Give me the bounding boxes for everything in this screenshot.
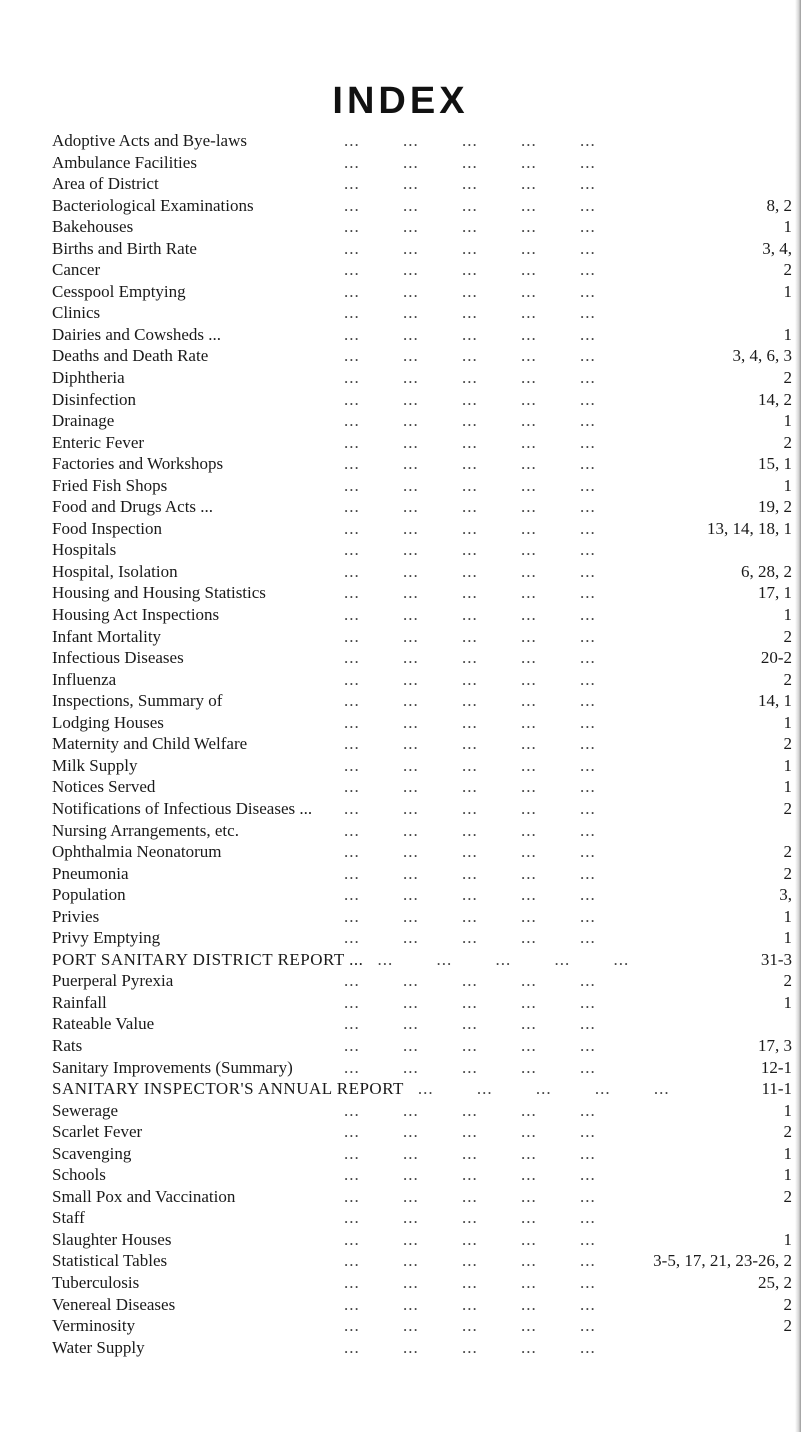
dot-leader: ... ... ... ... ... [344, 605, 596, 625]
index-entry [52, 863, 801, 885]
dot-leader: ... ... ... ... ... [344, 755, 596, 775]
index-entry-pages: 12-1 [760, 1057, 792, 1077]
index-entry [52, 1100, 801, 1122]
index-entry [52, 1078, 801, 1100]
index-entry-pages: 1 [783, 906, 792, 926]
dot-leader: ... ... ... ... ... [344, 411, 596, 431]
index-entry [52, 906, 801, 928]
dot-leader: ... ... ... ... ... [344, 669, 596, 689]
index-entry-pages: 1 [783, 992, 792, 1012]
index-entry [52, 453, 801, 475]
index-entry-label: Housing Act Inspections [52, 605, 220, 625]
index-entry-label: Diphtheria [52, 368, 125, 388]
dot-leader: ... ... ... ... ... [344, 971, 596, 991]
index-entry-label: Deaths and Death Rate [52, 346, 209, 366]
index-entry-pages: 6, 28, 2 [741, 561, 792, 581]
index-entry-pages: 1 [783, 1229, 792, 1249]
index-entry-label: Rainfall [52, 992, 107, 1012]
index-entry [52, 561, 801, 583]
index-entry-label: Drainage [52, 411, 115, 431]
index-entry-label: Milk Supply [52, 755, 138, 775]
index-entry-pages: 1 [783, 605, 792, 625]
dot-leader: ... ... ... ... ... [344, 648, 596, 668]
dot-leader: ... ... ... ... ... [417, 1079, 670, 1099]
dot-leader: ... ... ... ... ... [344, 798, 596, 818]
dot-leader: ... ... ... ... ... [344, 324, 596, 344]
index-entry-pages: 3, 4, [762, 238, 792, 258]
index-entry [52, 820, 801, 842]
index-entry-label: Privies [52, 906, 100, 926]
index-entry-label: Food Inspection [52, 518, 163, 538]
index-entry-label: Bacteriological Examinations [52, 195, 254, 215]
index-entry-label: Dairies and Cowsheds ... [52, 324, 222, 344]
index-entry [52, 1057, 801, 1079]
index-entry [52, 302, 801, 324]
index-entry [52, 496, 801, 518]
index-entry-pages: 2 [783, 1122, 792, 1142]
index-entry-pages: 3, 4, 6, 3 [732, 346, 792, 366]
index-entry-pages: 2 [783, 432, 792, 452]
index-entry-pages: 2 [783, 863, 792, 883]
index-entry-label: Schools [52, 1165, 106, 1185]
dot-leader: ... ... ... ... ... [344, 777, 596, 797]
index-entry-label: Notices Served [52, 777, 156, 797]
dot-leader: ... ... ... ... ... [344, 583, 596, 603]
index-entry-label: Sewerage [52, 1100, 119, 1120]
index-entry-label: Area of District [52, 174, 159, 194]
index-entry [52, 712, 801, 734]
dot-leader: ... ... ... ... ... [344, 820, 596, 840]
index-entry-label: Rateable Value [52, 1014, 155, 1034]
dot-leader: ... ... ... ... ... [344, 195, 596, 215]
index-entry [52, 884, 801, 906]
index-entry-label: Inspections, Summary of [52, 691, 223, 711]
index-entry-pages: 17, 1 [758, 583, 792, 603]
index-entry-pages: 2 [783, 1186, 792, 1206]
index-entry-label: Cancer [52, 260, 101, 280]
index-entry-pages: 1 [783, 1100, 792, 1120]
dot-leader: ... ... ... ... ... [344, 885, 596, 905]
index-entry [52, 518, 801, 540]
index-entry-pages: 1 [783, 1165, 792, 1185]
index-entry-label: Verminosity [52, 1316, 136, 1336]
index-entry-label: Maternity and Child Welfare [52, 734, 248, 754]
dot-leader: ... ... ... ... ... [344, 906, 596, 926]
index-entry [52, 733, 801, 755]
index-entry-label: Notifications of Infectious Diseases ... [52, 798, 313, 818]
index-entry-label: Clinics [52, 303, 101, 323]
index-entry [52, 152, 801, 174]
index-entry-pages: 8, 2 [766, 195, 792, 215]
index-entry [52, 604, 801, 626]
dot-leader: ... ... ... ... ... [344, 303, 596, 323]
dot-leader: ... ... ... ... ... [344, 626, 596, 646]
index-entry [52, 1164, 801, 1186]
dot-leader: ... ... ... ... ... [344, 281, 596, 301]
index-entry-label: PORT SANITARY DISTRICT REPORT ... [52, 949, 364, 969]
index-entry [52, 927, 801, 949]
dot-leader: ... ... ... ... ... [344, 842, 596, 862]
index-entry-label: Slaughter Houses [52, 1229, 172, 1249]
index-entry-label: Staff [52, 1208, 85, 1228]
index-entry-pages: 2 [783, 1316, 792, 1336]
index-entry-pages: 2 [783, 260, 792, 280]
index-entry-pages: 11-1 [761, 1079, 792, 1099]
dot-leader: ... ... ... ... ... [344, 389, 596, 409]
index-entry-label: Ambulance Facilities [52, 152, 197, 172]
index-entry-label: Influenza [52, 669, 117, 689]
index-entry [52, 216, 801, 238]
index-entry-pages: 2 [783, 842, 792, 862]
index-entry-label: Nursing Arrangements, etc. [52, 820, 239, 840]
index-entry-label: Housing and Housing Statistics [52, 583, 266, 603]
index-entry-label: Fried Fish Shops [52, 475, 168, 495]
index-entry [52, 1272, 801, 1294]
index-entry-pages: 1 [783, 475, 792, 495]
index-entry-pages: 2 [783, 626, 792, 646]
index-entry-label: Rats [52, 1035, 83, 1055]
index-entry-label: Population [52, 885, 126, 905]
index-entry-label: Infectious Diseases [52, 648, 184, 668]
index-entry-label: Small Pox and Vaccination [52, 1186, 236, 1206]
dot-leader: ... ... ... ... ... [377, 949, 630, 969]
dot-leader: ... ... ... ... ... [344, 1143, 596, 1163]
page-title: INDEX [332, 80, 469, 122]
index-entry-label: Tuberculosis [52, 1272, 140, 1292]
index-entry-label: Pneumonia [52, 863, 129, 883]
dot-leader: ... ... ... ... ... [344, 174, 596, 194]
index-entry-pages: 2 [783, 669, 792, 689]
index-entry [52, 1315, 801, 1337]
index-entry-label: Lodging Houses [52, 712, 164, 732]
index-entry [52, 475, 801, 497]
index-entry [52, 755, 801, 777]
dot-leader: ... ... ... ... ... [344, 712, 596, 732]
dot-leader: ... ... ... ... ... [344, 238, 596, 258]
dot-leader: ... ... ... ... ... [344, 432, 596, 452]
dot-leader: ... ... ... ... ... [344, 1165, 596, 1185]
index-entry-pages: 1 [783, 712, 792, 732]
index-entry [52, 1207, 801, 1229]
index-entry-pages: 1 [783, 324, 792, 344]
dot-leader: ... ... ... ... ... [344, 734, 596, 754]
dot-leader: ... ... ... ... ... [344, 497, 596, 517]
index-entry [52, 1229, 801, 1251]
dot-leader: ... ... ... ... ... [344, 1100, 596, 1120]
index-entry-pages: 1 [783, 217, 792, 237]
index-entry [52, 626, 801, 648]
dot-leader: ... ... ... ... ... [344, 260, 596, 280]
index-entry-pages: 17, 3 [758, 1035, 792, 1055]
dot-leader: ... ... ... ... ... [344, 152, 596, 172]
index-entry-label: Adoptive Acts and Bye-laws [52, 131, 247, 150]
index-entry-label: Water Supply [52, 1337, 145, 1357]
dot-leader: ... ... ... ... ... [344, 540, 596, 560]
index-entry-label: Privy Emptying [52, 928, 161, 948]
index-entry-pages: 1 [783, 281, 792, 301]
dot-leader: ... ... ... ... ... [344, 1272, 596, 1292]
dot-leader: ... ... ... ... ... [344, 1294, 596, 1314]
index-entry-pages: 1 [783, 777, 792, 797]
index-entry-pages: 1 [783, 1143, 792, 1163]
index-entry-pages: 1 [783, 411, 792, 431]
index-entry [52, 259, 801, 281]
page-edge-shadow [795, 0, 801, 1432]
index-entry [52, 173, 801, 195]
index-entry [52, 345, 801, 367]
dot-leader: ... ... ... ... ... [344, 561, 596, 581]
index-entry [52, 1294, 801, 1316]
dot-leader: ... ... ... ... ... [344, 1014, 596, 1034]
index-entry-label: Factories and Workshops [52, 454, 224, 474]
index-entry-pages: 3, [779, 885, 792, 905]
index-entry-pages: 2 [783, 368, 792, 388]
dot-leader: ... ... ... ... ... [344, 1122, 596, 1142]
index-entry-pages: 19, 2 [758, 497, 792, 517]
index-entry-label: Bakehouses [52, 217, 134, 237]
dot-leader: ... ... ... ... ... [344, 863, 596, 883]
index-entry-pages: 31-3 [760, 949, 792, 969]
dot-leader: ... ... ... ... ... [344, 1057, 596, 1077]
index-entry-pages: 15, 1 [758, 454, 792, 474]
index-entry-label: Scavenging [52, 1143, 132, 1163]
index-entry-label: SANITARY INSPECTOR'S ANNUAL REPORT [52, 1079, 404, 1099]
index-entry [52, 776, 801, 798]
index-entry-pages: 20-2 [760, 648, 792, 668]
index-entry-label: Sanitary Improvements (Summary) [52, 1057, 293, 1077]
index-entry [52, 669, 801, 691]
index-entry-pages: 3-5, 17, 21, 23-26, 2 [653, 1251, 792, 1271]
dot-leader: ... ... ... ... ... [344, 1316, 596, 1336]
index-entry [52, 1143, 801, 1165]
dot-leader: ... ... ... ... ... [344, 1229, 596, 1249]
index-entry [52, 690, 801, 712]
index-entry [52, 1250, 801, 1272]
index-entry [52, 841, 801, 863]
dot-leader: ... ... ... ... ... [344, 518, 596, 538]
index-entry [52, 1121, 801, 1143]
dot-leader: ... ... ... ... ... [344, 217, 596, 237]
index-entry-label: Food and Drugs Acts ... [52, 497, 214, 517]
dot-leader: ... ... ... ... ... [344, 454, 596, 474]
dot-leader: ... ... ... ... ... [344, 928, 596, 948]
index-entry [52, 798, 801, 820]
index-entry [52, 1013, 801, 1035]
index-entry [52, 539, 801, 561]
index-entry [52, 1186, 801, 1208]
index-entry [52, 281, 801, 303]
index-entry-label: Venereal Diseases [52, 1294, 176, 1314]
index-entry-label: Cesspool Emptying [52, 281, 186, 301]
index-entry-label: Ophthalmia Neonatorum [52, 842, 222, 862]
index-entry-label: Puerperal Pyrexia [52, 971, 174, 991]
dot-leader: ... ... ... ... ... [344, 1186, 596, 1206]
index-entry-label: Enteric Fever [52, 432, 145, 452]
index-entry [52, 389, 801, 411]
index-entry [52, 647, 801, 669]
index-entry [52, 432, 801, 454]
dot-leader: ... ... ... ... ... [344, 1251, 596, 1271]
index-entry [52, 1035, 801, 1057]
dot-leader: ... ... ... ... ... [344, 475, 596, 495]
index-entry [52, 992, 801, 1014]
index-entry [52, 238, 801, 260]
index-entry [52, 582, 801, 604]
index-entry [52, 410, 801, 432]
index-entry-pages: 14, 2 [758, 389, 792, 409]
dot-leader: ... ... ... ... ... [344, 1208, 596, 1228]
index-entry-pages: 2 [783, 971, 792, 991]
index-entry-label: Hospital, Isolation [52, 561, 178, 581]
index-entry [52, 195, 801, 217]
index-entry-label: Infant Mortality [52, 626, 162, 646]
index-entry-label: Births and Birth Rate [52, 238, 197, 258]
index-entry-pages: 2 [783, 1294, 792, 1314]
dot-leader: ... ... ... ... ... [344, 368, 596, 388]
index-entry-pages: 13, 14, 18, 1 [707, 518, 792, 538]
index-entry-label: Statistical Tables [52, 1251, 168, 1271]
index-entry [52, 324, 801, 346]
index-entry-pages: 25, 2 [758, 1272, 792, 1292]
index-entry [52, 970, 801, 992]
index-entry-label: Hospitals [52, 540, 117, 560]
index-entry-pages: 2 [783, 798, 792, 818]
index-entry-pages: 2 [783, 734, 792, 754]
dot-leader: ... ... ... ... ... [344, 1035, 596, 1055]
dot-leader: ... ... ... ... ... [344, 131, 596, 150]
index-entry [52, 367, 801, 389]
index-entry [52, 130, 801, 152]
index-entry-label: Scarlet Fever [52, 1122, 143, 1142]
dot-leader: ... ... ... ... ... [344, 346, 596, 366]
index-entry [52, 1337, 801, 1359]
index-entry-label: Disinfection [52, 389, 137, 409]
dot-leader: ... ... ... ... ... [344, 1337, 596, 1357]
index-entry-pages: 1 [783, 928, 792, 948]
index-list [52, 130, 801, 1358]
index-entry-pages: 1 [783, 755, 792, 775]
dot-leader: ... ... ... ... ... [344, 691, 596, 711]
dot-leader: ... ... ... ... ... [344, 992, 596, 1012]
index-entry [52, 949, 801, 971]
index-entry-pages: 14, 1 [758, 691, 792, 711]
